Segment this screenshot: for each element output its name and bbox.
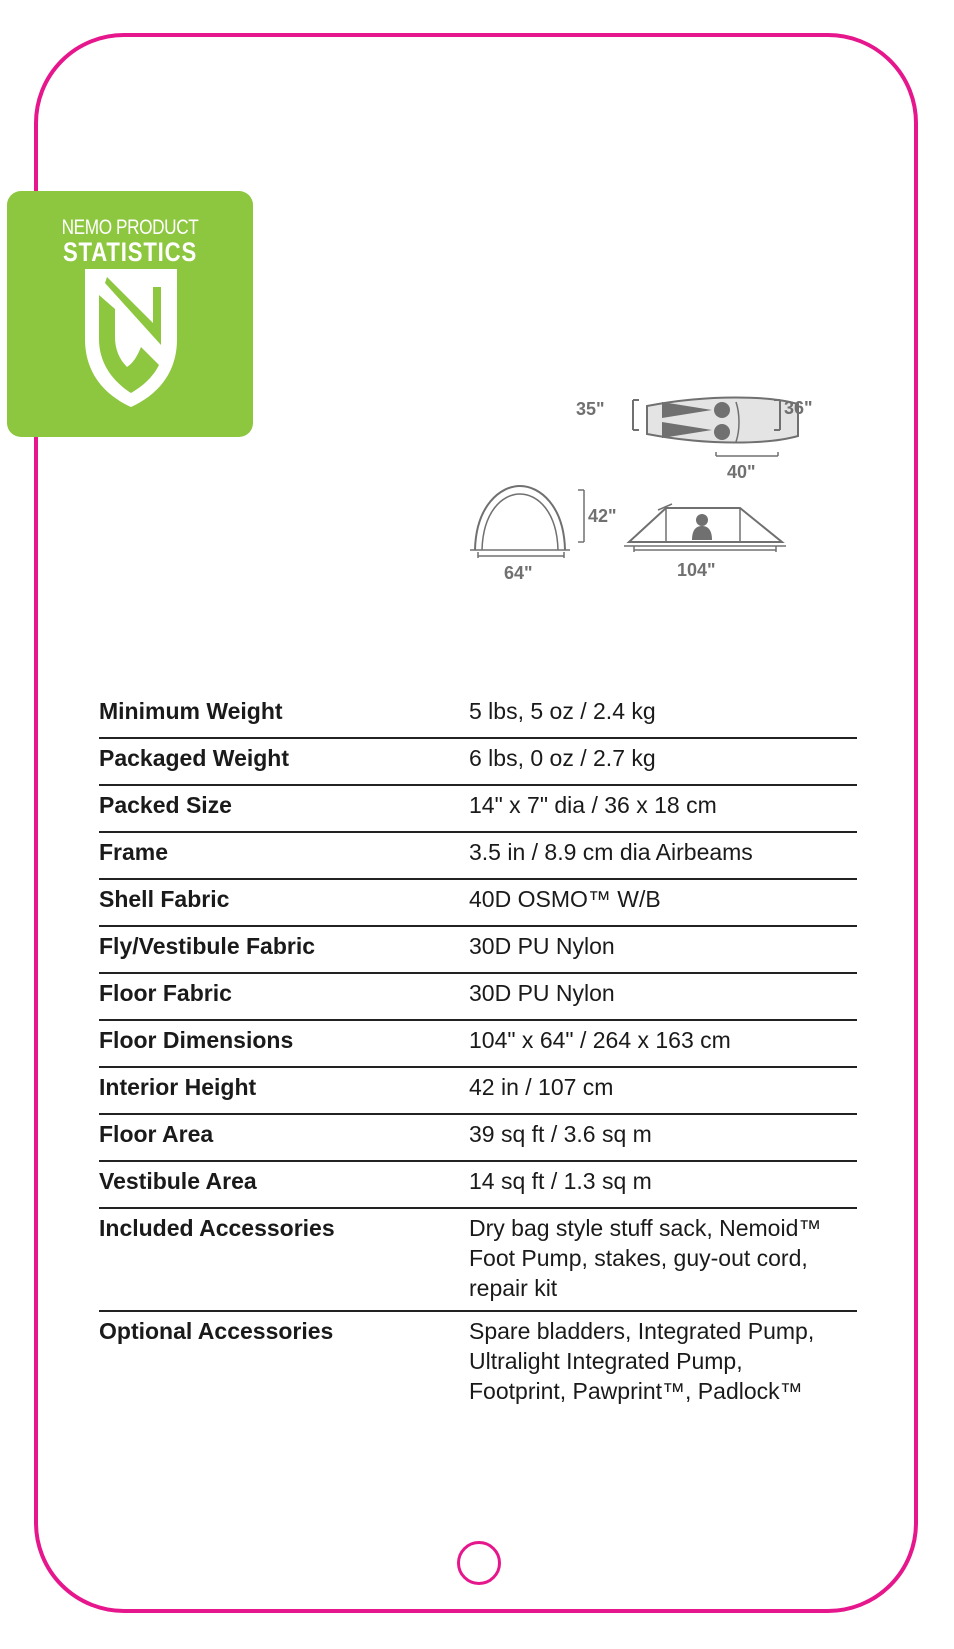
- spec-label: Interior Height: [99, 1074, 257, 1100]
- spec-label: Floor Area: [99, 1121, 214, 1147]
- spec-value: 14" x 7" dia / 36 x 18 cm: [469, 792, 717, 818]
- spec-label: Optional Accessories: [99, 1318, 334, 1344]
- spec-row: [99, 1115, 857, 1162]
- spec-value: 5 lbs, 5 oz / 2.4 kg: [469, 698, 656, 724]
- spec-label: Fly/Vestibule Fabric: [99, 933, 316, 959]
- tent-side-view: [624, 504, 786, 552]
- spec-value: 30D PU Nylon: [469, 933, 615, 959]
- spec-label: Shell Fabric: [99, 886, 230, 912]
- spec-row: [99, 974, 857, 1021]
- dim-width: 64": [504, 563, 533, 583]
- spec-row: [99, 786, 857, 833]
- spec-table: [99, 692, 857, 1413]
- spec-value: 40D OSMO™ W/B: [469, 886, 661, 912]
- spec-value: 30D PU Nylon: [469, 980, 615, 1006]
- dim-length: 104": [677, 560, 716, 580]
- spec-value: 39 sq ft / 3.6 sq m: [469, 1121, 652, 1147]
- spec-row: [99, 1312, 857, 1413]
- home-button[interactable]: [457, 1541, 501, 1585]
- spec-value: 42 in / 107 cm: [469, 1074, 614, 1100]
- spec-label: Included Accessories: [99, 1215, 335, 1241]
- spec-label: Packed Size: [99, 792, 232, 818]
- spec-label: Floor Fabric: [99, 980, 232, 1006]
- spec-value: 104" x 64" / 264 x 163 cm: [469, 1027, 731, 1053]
- nemo-statistics-badge: [7, 191, 253, 437]
- spec-value: 3.5 in / 8.9 cm dia Airbeams: [469, 839, 753, 865]
- tent-front-view: [470, 486, 584, 558]
- badge-title: NEMO PRODUCT: [61, 216, 199, 239]
- spec-row: [99, 927, 857, 974]
- dim-top-length: 40": [727, 462, 756, 482]
- spec-row: [99, 739, 857, 786]
- spec-label: Frame: [99, 839, 169, 865]
- spec-row: [99, 1209, 857, 1312]
- tent-dimension-diagram: [440, 386, 860, 626]
- dim-top-width-left: 35": [576, 399, 605, 419]
- dim-height: 42": [588, 506, 617, 526]
- spec-value: Spare bladders, Integrated Pump, Ultralight Integrated Pump, Footprint, Pawprint™, Padlock™: [469, 1318, 815, 1404]
- spec-row: [99, 1068, 857, 1115]
- spec-row: [99, 692, 857, 739]
- spec-label: Vestibule Area: [99, 1168, 257, 1194]
- spec-row: [99, 1162, 857, 1209]
- spec-value: 6 lbs, 0 oz / 2.7 kg: [469, 745, 656, 771]
- spec-value: 14 sq ft / 1.3 sq m: [469, 1168, 652, 1194]
- spec-row: [99, 880, 857, 927]
- spec-row: [99, 1021, 857, 1068]
- dim-top-width-right: 36": [784, 398, 813, 418]
- spec-row: [99, 833, 857, 880]
- tent-top-view: [633, 398, 798, 457]
- spec-label: Minimum Weight: [99, 698, 283, 724]
- spec-label: Floor Dimensions: [99, 1027, 294, 1053]
- spec-value: Dry bag style stuff sack, Nemoid™ Foot Pump, stakes, guy-out cord, repair kit: [469, 1215, 822, 1301]
- nemo-shield-logo-icon: [81, 269, 181, 407]
- spec-label: Packaged Weight: [99, 745, 290, 771]
- badge-subtitle: STATISTICS: [62, 237, 198, 267]
